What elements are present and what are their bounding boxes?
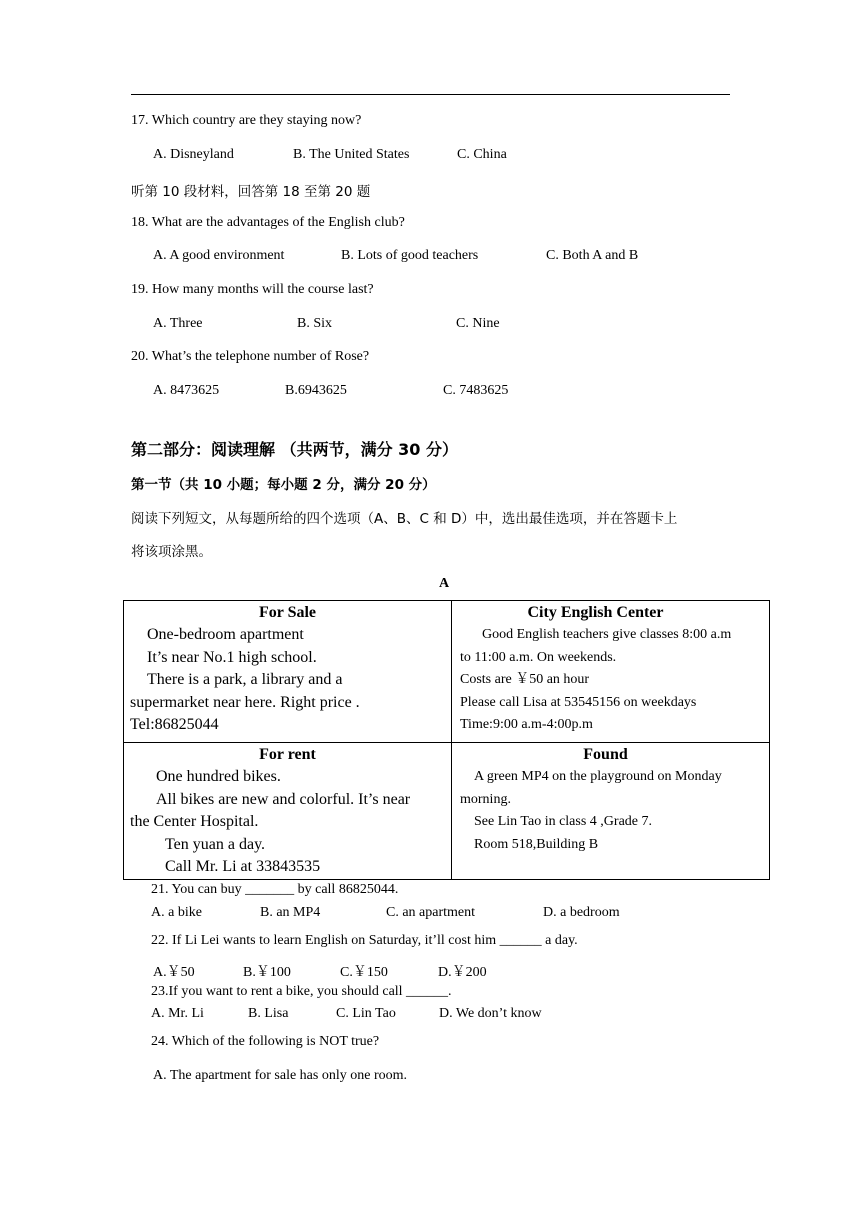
question-19-option-b: B. Six [297,316,333,331]
ad-for-rent-line4: Ten yuan a day. [165,835,266,853]
ad-for-sale-line3: There is a park, a library and a [147,671,343,689]
ad-for-sale-phone: Tel:86825044 [130,716,219,734]
question-23-option-c: C. Lin Tao [336,1006,396,1021]
question-17-option-a: A. Disneyland [153,147,234,162]
ad-english-center-line1: Good English teachers give classes 8:00 a.m [482,627,732,642]
ad-english-center-line5: Time:9:00 a.m-4:00p.m [460,717,593,733]
question-24-stem: 24. Which of the following is NOT true? [151,1034,380,1049]
ad-for-rent-phone: Call Mr. Li at 33843535 [165,858,321,876]
question-22-option-a: A.￥50 [153,965,195,980]
question-20-option-a: A. 8473625 [153,383,220,398]
ad-found-line4: Room 518,Building B [474,836,599,852]
passage-label: A [439,576,450,591]
ad-found-line2: morning. [460,791,511,807]
ad-english-center [452,601,770,743]
question-22-option-c: C.￥150 [340,965,388,980]
question-21-option-c: C. an apartment [386,905,476,920]
ad-for-rent-line2: All bikes are new and colorful. It’s near [156,790,411,808]
question-23-option-a: A. Mr. Li [151,1006,204,1021]
question-22-option-d: D.￥200 [438,965,487,980]
ads-table [123,600,770,880]
ad-for-rent-line1: One hundred bikes. [156,768,281,785]
ad-found-title: Found [583,746,628,763]
ad-for-sale-line4: supermarket near here. Right price . [130,693,360,711]
ad-english-center-title: City English Center [527,604,664,621]
ad-english-center-line2: to 11:00 a.m. On weekends. [460,649,617,665]
reading-instruction-line2: 将该项涂黑。 [131,544,212,560]
ad-for-rent [124,743,452,880]
question-21-option-b: B. an MP4 [260,905,321,920]
question-17-stem: 17. Which country are they staying now? [131,113,362,128]
question-17-option-b: B. The United States [293,147,410,162]
question-22-stem: 22. If Li Lei wants to learn English on Saturday, it’ll cost him ______ a day. [151,933,578,948]
ad-found-line3: See Lin Tao in class 4 ,Grade 7. [474,814,652,830]
header-rule [131,94,730,95]
ad-found [452,743,770,880]
question-23-stem: 23.If you want to rent a bike, you should call ______. [151,984,452,999]
ad-for-sale-title: For Sale [258,604,317,621]
question-18-option-a: A. A good environment [153,248,285,263]
question-23-option-d: D. We don’t know [439,1006,542,1021]
reading-instruction-line1: 阅读下列短文，从每题所给的四个选项（A、B、C 和 D）中，选出最佳选项，并在答题卡上 [131,511,678,527]
part2-heading: 第二部分：阅读理解 （共两节，满分 30 分） [131,440,458,459]
section1-heading: 第一节（共 10 小题；每小题 2 分，满分 20 分） [131,477,436,493]
question-23-option-b: B. Lisa [248,1006,289,1021]
ad-english-center-line4: Please call Lisa at 53545156 on weekdays [460,694,697,710]
ad-found-line1: A green MP4 on the playground on Monday [474,769,722,784]
question-19-stem: 19. How many months will the course last? [131,282,374,297]
ad-for-rent-title: For rent [259,746,316,763]
question-20-option-b: B.6943625 [285,383,347,398]
question-20-stem: 20. What’s the telephone number of Rose? [131,349,370,364]
ad-english-center-line3: Costs are ￥50 an hour [460,672,590,688]
listening-instruction: 听第 10 段材料，回答第 18 至第 20 题 [131,184,371,200]
question-21-option-d: D. a bedroom [543,905,620,920]
ad-for-rent-line3: the Center Hospital. [130,813,259,831]
question-21-stem: 21. You can buy _______ by call 86825044. [151,882,399,897]
question-24-option-a: A. The apartment for sale has only one room. [153,1068,408,1083]
question-17-option-c: C. China [457,147,507,162]
ad-for-sale-line1: One-bedroom apartment [147,626,304,643]
question-22-option-b: B.￥100 [243,965,291,980]
question-18-option-b: B. Lots of good teachers [341,248,479,263]
ad-for-sale [124,601,452,743]
question-20-option-c: C. 7483625 [443,383,509,398]
question-21-option-a: A. a bike [151,905,202,920]
question-19-option-c: C. Nine [456,316,500,331]
question-18-stem: 18. What are the advantages of the English club? [131,215,405,230]
question-18-option-c: C. Both A and B [546,248,639,263]
question-19-option-a: A. Three [153,316,203,331]
ad-for-sale-line2: It’s near No.1 high school. [147,648,317,666]
